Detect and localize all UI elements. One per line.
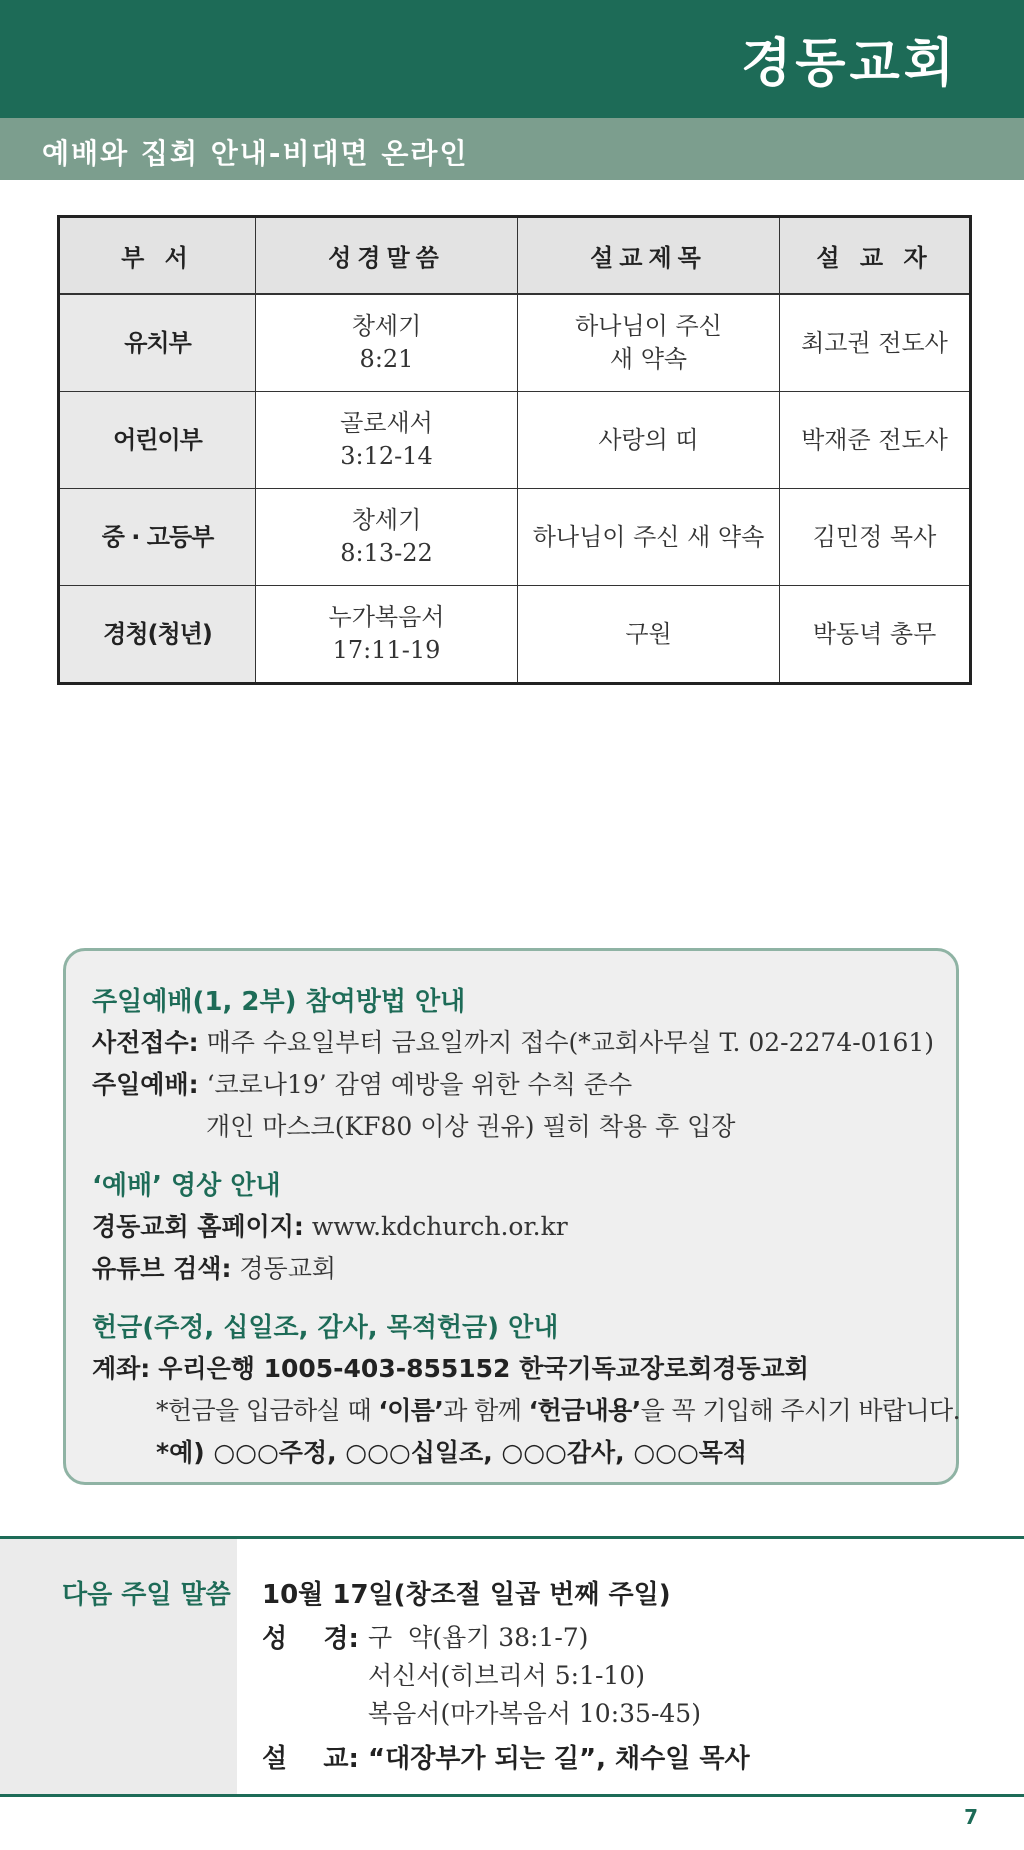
scripture-cell: 창세기 8:13-22 — [256, 489, 518, 586]
col-header-scripture: 성경말씀 — [256, 217, 518, 295]
table-row — [59, 392, 971, 489]
scripture-cell: 창세기 8:21 — [256, 294, 518, 392]
offering-heading: 헌금(주정, 십일조, 감사, 목적헌금) 안내 — [92, 1313, 559, 1343]
sermon-title: “대장부가 되는 길”, 채수일 목사 — [368, 1744, 750, 1774]
col-header-dept: 부 서 — [59, 217, 256, 295]
preacher-cell: 김민정 목사 — [780, 489, 971, 586]
registration-label: 사전접수: — [92, 1028, 199, 1057]
title-cell: 하나님이 주신 새 약속 — [518, 489, 780, 586]
dept-cell: 경청(청년) — [59, 586, 256, 684]
table-row — [59, 586, 971, 684]
homepage-label: 경동교회 홈페이지: — [92, 1212, 304, 1241]
title-cell: 사랑의 띠 — [518, 392, 780, 489]
scripture-cell: 골로새서 3:12-14 — [256, 392, 518, 489]
epistle-reading: 서신서(히브리서 5:1-10) — [368, 1661, 645, 1690]
account-label: 계좌: — [92, 1354, 151, 1383]
account-value: 우리은행 1005-403-855152 한국기독교장로회경동교회 — [158, 1354, 809, 1383]
divider-bottom — [0, 1794, 1024, 1797]
registration-line — [92, 1023, 934, 1059]
preacher-cell: 최고권 전도사 — [780, 294, 971, 392]
offering-note: *헌금을 입금하실 때 ‘이름’과 함께 ‘헌금내용’을 꼭 기입해 주시기 바랍니다. — [156, 1396, 960, 1425]
sunday-worship-line — [92, 1065, 632, 1101]
worship-heading: 주일예배(1, 2부) 참여방법 안내 — [92, 987, 466, 1017]
table-row — [59, 489, 971, 586]
homepage-url[interactable]: www.kdchurch.or.kr — [311, 1212, 568, 1241]
preacher-cell: 박재준 전도사 — [780, 392, 971, 489]
video-heading: ‘예배’ 영상 안내 — [92, 1171, 281, 1201]
next-sunday-label: 다음 주일 말씀 — [62, 1580, 231, 1610]
youtube-label: 유튜브 검색: — [92, 1254, 232, 1283]
col-header-preacher: 설 교 자 — [780, 217, 971, 295]
scripture-label: 성 경: — [262, 1624, 359, 1654]
sunday-worship-label: 주일예배: — [92, 1070, 199, 1099]
dept-cell: 중 · 고등부 — [59, 489, 256, 586]
scripture-cell: 누가복음서 17:11-19 — [256, 586, 518, 684]
sermon-label: 설 교: — [262, 1744, 359, 1774]
info-box — [63, 948, 959, 1485]
youtube-value: 경동교회 — [239, 1254, 337, 1283]
old-testament-reading: 구 약(욥기 38:1-7) — [368, 1623, 589, 1652]
sunday-worship-value: ‘코로나19’ 감염 예방을 위한 수칙 준수 — [206, 1070, 633, 1099]
church-logo: 경동교회 — [741, 33, 958, 94]
title-cell: 구원 — [518, 586, 780, 684]
offering-example: *예) ○○○주정, ○○○십일조, ○○○감사, ○○○목적 — [156, 1438, 748, 1467]
account-line — [92, 1349, 809, 1385]
dept-cell: 유치부 — [59, 294, 256, 392]
registration-value: 매주 수요일부터 금요일까지 접수(*교회사무실 T. 02-2274-0161) — [206, 1028, 935, 1057]
section-title: 예배와 집회 안내-비대면 온라인 — [42, 137, 469, 170]
col-header-title: 설교제목 — [518, 217, 780, 295]
sunday-worship-line-2 — [206, 1107, 735, 1143]
title-cell: 하나님이 주신 새 약속 — [518, 294, 780, 392]
header-bar — [0, 0, 1024, 118]
page-number: 7 — [964, 1805, 978, 1829]
table-row — [59, 294, 971, 392]
next-sunday-date: 10월 17일(창조절 일곱 번째 주일) — [262, 1580, 671, 1610]
dept-cell: 어린이부 — [59, 392, 256, 489]
youtube-line — [92, 1249, 336, 1285]
mask-notice: 개인 마스크(KF80 이상 권유) 필히 착용 후 입장 — [206, 1112, 736, 1141]
section-bar — [0, 118, 1024, 180]
gospel-reading: 복음서(마가복음서 10:35-45) — [368, 1699, 701, 1728]
table-header-row — [59, 217, 971, 295]
preacher-cell: 박동녁 총무 — [780, 586, 971, 684]
worship-schedule-table — [57, 215, 972, 685]
homepage-line — [92, 1207, 568, 1243]
